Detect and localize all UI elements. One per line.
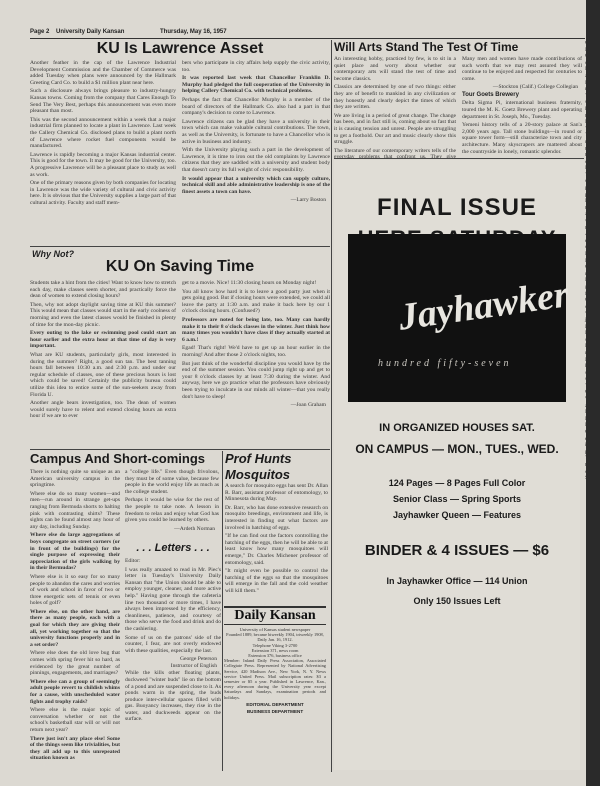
campus-para: Perhaps it would be wise for the rest of the people to take note. A lesson in freedom to relax and enjoy what God has given you could be learned by others. (125, 497, 219, 524)
masthead-title: Daily Kansan (224, 606, 326, 625)
arts-para: The literature of our contemporary writers tells of the (334, 147, 456, 154)
will-arts-headline: Will Arts Stand The Test Of Time (334, 40, 519, 54)
campus-para: a "college life." Even though frivolous, they must be of some value, because few people in the world enjoy life as much as the college student. (125, 469, 219, 495)
lawrence-para: It was reported last week that Chancellor Franklin D. Murphy had pledged the full cooperation of the University in helping Callery Chemical Co. with technical problems. (182, 75, 330, 95)
yemen-para: Yemeni history tells of a 20-story palace at San'a 2,000 years ago. Tall stone buildings—in round or square tower form—still characterize town and city architecture. Many skyscrapers are mattered about the countryside in lonely, romantic splendor. (462, 122, 582, 155)
prof-para: "If he can find out the factors controlling the hatching of the eggs, then he will be able to at least know how many mosquitoes will emerge," Dr. Charles Michener professor of entomology, said. (225, 533, 328, 566)
ad-on-campus: ON CAMPUS — MON., TUES., WED. (355, 442, 559, 456)
ad-queen: Jayhawker Queen — Features (392, 510, 522, 520)
campus-para: Where else is it so easy for so many people to abandon the cares and worries of work and school in favor of two or three energetic sets of tennis or even holes of golf? (30, 573, 120, 607)
campus-col-2 (125, 469, 219, 533)
letter-para: Editor: (125, 558, 141, 564)
campus-headline: Campus And Short-comings (30, 451, 206, 466)
saving-para: You all know how hard it is to leave a good party just when it gets going good. But if closing hours were extended, we could all leave the party at 1:30 a.m. and make it back here by our 1 o'clock closing hours. (Confused?) (182, 288, 330, 315)
letter-signature-title: Instructor of English (170, 663, 217, 670)
lawrence-para: It would appear that a university which can supply culture, technical skill and able administrative leadership is one of the finest assets a town can have. (182, 175, 330, 195)
lawrence-para: bers who participate in city affairs help supply the civic activity, too. (182, 60, 330, 73)
saving-para: Another angle bears investigation, too. The dean of women would surely have to relent and extend closing hours an extra hour if we are to ever (30, 400, 176, 420)
letter-para: Some of us on the patrons' side of the counter, I fear, are not overly endowed with these qualities, especially the last. (125, 634, 221, 654)
prof-para: Dr. Barr, who has done extensive research on mosquito breedings, environment and life, is interested in finding out what factors are involved in hatching of eggs. (225, 504, 328, 531)
saving-signature: —Joan Graham (290, 402, 326, 409)
duckweed-para: While the kills other floating plants, duckweed "winter buds" lie on the bottom of a pond and are suspended close to it. As ponds warm in the spring, the buds produce inter-cellular spaces filled with gas. Buoyancy increases, they rise in the water, and duckweeds appear on the surface. (125, 670, 221, 723)
letter-para: I was really amazed to read in Mr. Piec's letter in Tuesday's University Daily Kansan that "the Union should be able to employ younger, cleaner, and more active help." Having gone through the cafeteria line two thousand or more times, I have always been impressed by the efficiency, cleanliness, patience, and courtesy of those who serve the food and drink and do the cashiering. (125, 566, 221, 632)
ad-senior: Senior Class — Spring Sports (392, 494, 522, 504)
lawrence-para: Lawrence is rapidly becoming a major Kansas industrial center. This is good for the town. It may be good for the University, too. A progressive Lawrence will be a pleasant place to study as well as work. (30, 151, 176, 178)
prof-hunts-article (225, 451, 328, 606)
ad-organized-houses: IN ORGANIZED HOUSES SAT. (379, 422, 535, 434)
jayhawker-cover-photo (348, 234, 572, 402)
lawrence-para: Another feather in the cap of the Lawrence Industrial Development Commission and the Chamber of Commerce was added Tuesday when plans were announced by the Hallmark Greeting Card Co. to build a $1 million plant near here. (30, 60, 176, 86)
lawrence-para: One of the primary reasons given by both companies for locating in Lawrence was the wide variety of cultural and civic activity here. It is obvious that the University supplies a large part of that cultural activity. Faculty and staff mem- (30, 180, 176, 206)
saving-para: get to a movie. Nice! 11:30 closing hours on Monday night! (182, 280, 317, 286)
arts-para: An interesting hobby, practiced by few, is to sit in a quiet place and worry about whether our contemporary arts will stand the test of time and become classics. (334, 56, 456, 82)
jayhawker-logo-text: Jayhawker (395, 273, 572, 339)
lawrence-signature: —Larry Boston (290, 197, 326, 204)
prof-hunts-headline: Prof Hunts Mosquitos (225, 451, 292, 482)
campus-signature: —Ardeth Norman (174, 525, 215, 532)
arts-para: We are living in a period of great change. The change has been, and in fact still is, coming about so fast that it is causing tension and unrest. People are struggling to get a foothold. Our art and music clearly show this struggle. (334, 112, 456, 146)
campus-para: Where else do large aggregations of boys congregate on street corners (or in front of the buildings) for the single purpose of expressing their appreciation of the girls walking by in their Bermudas? (30, 532, 120, 572)
divider (331, 40, 332, 772)
photo-caption: hundred fifty-seven (378, 358, 512, 369)
prof-para: "It might even be possible to control the hatching of the eggs so that the mosquitoes will emerge in the fall and the cold weather will kill them." (225, 568, 328, 594)
campus-para: Where else, on the other hand, are there as many people, each with a goal for which they are giving their all, yet working together so that the university functions properly and in a set order? (30, 608, 120, 648)
page-number: Page 2 (30, 29, 50, 35)
lawrence-asset-article (30, 40, 330, 245)
ad-pages: 124 Pages — 8 Pages Full Color (388, 478, 526, 488)
paper-name: University Daily Kansan (56, 29, 125, 35)
campus-col-1 (30, 469, 120, 764)
will-arts-article (334, 40, 584, 158)
arts-para: Many men and women have made contributions of such worth that we may rest assured they will continue to be enjoyed and respected for centuries to come. (462, 56, 582, 82)
masthead-line: Telephone Viking 3-2700 (252, 642, 298, 648)
prof-para: A search for mosquito eggs has sent Dr. Allan R. Barr, assistant professor of entomology, to Minnesota during May. (225, 483, 328, 503)
arts-signature: —Stockton (Calif.) College Collegian (492, 84, 578, 91)
ad-final-issue: FINAL ISSUE (377, 194, 537, 221)
masthead-line: University of Kansas student newspaper (239, 627, 311, 632)
masthead (224, 606, 326, 771)
letters-section (125, 540, 221, 772)
ad-binder: BINDER & 4 ISSUES — $6 (364, 542, 550, 559)
campus-para: Where else does the old love bug that comes with spring fever hit so hard, as evidenced by the great number of pinnings, engagements, and marriages? (30, 650, 120, 677)
lawrence-col-1 (30, 60, 176, 208)
ad-office: In Jayhawker Office — 114 Union (386, 576, 528, 586)
letters-headline: . . . Letters . . . (136, 542, 210, 554)
lawrence-para: This was the second announcement within a week that a major industrial firm planned to locate a plant in Lawrence. Last week the Callery Chemical Co. disclosed plans to build a plant north of Lawrence where rocket fuel components would be manufactured. (30, 116, 176, 150)
business-dept: BUSINESS DEPARTMENT (246, 708, 304, 714)
masthead-line: Extension 376, business office (248, 653, 302, 659)
arts-para: Classics are determined by one of two things: either they are of benefit to mankind in any civilization or they honestly and clearly depict the times of which they are written. (334, 84, 456, 111)
page-header (30, 28, 585, 39)
divider (222, 451, 223, 771)
letter-signature-name: George Peterson (179, 656, 217, 663)
lawrence-col-2 (182, 60, 330, 204)
arts-col-2 (462, 56, 582, 157)
saving-col-2 (182, 280, 330, 409)
saving-para: Every outing to the lake or swimming pool could start an hour earlier and the extra hour at that time of day is very important. (30, 330, 176, 350)
saving-para: Professors are noted for being late, too. Many can hardly make it to their 8 o'clock classes in the winter. Just think how many times you wouldn't have class if they actually started at 6 a.m.! (182, 316, 330, 343)
divider (30, 449, 330, 450)
lawrence-para: Lawrence citizens can be glad they have a university in their town which can make valuable cultural contributions. The town, as well as the University, is fortunate to have a Chancellor who is active in business and industry. (182, 118, 330, 145)
saving-time-article (30, 258, 330, 448)
ad-only: Only 150 Issues Left (413, 596, 501, 606)
campus-para: There is nothing quite so unique as an American university campus in the springtime. (30, 469, 120, 489)
campus-para: Where else is the major topic of conversation whether or not the school's basketball star will or will not return next year? (30, 707, 120, 733)
lawrence-para: With the University playing such a part in the development of Lawrence, it is time to iron out the old complaints by Lawrence citizens that they are saddled with a university and student body that doesn't carry its full weight of civic responsibility. (182, 147, 330, 173)
why-not-label: Why Not? (32, 249, 74, 259)
divider (30, 246, 330, 247)
tour-subhead: Tour Goets Brewery (462, 92, 519, 99)
editorial-dept: EDITORIAL DEPARTMENT (246, 701, 304, 707)
campus-para: Where else can a group of seemingly adult people revert to childish whims for a cause, with unscheduled water fights and trophy raids? (30, 678, 120, 705)
saving-para: Students take a hint from the cities! Want to know how to stretch each day, make classes seem shorter, and practically force the dean of women to extend closing hours? (30, 280, 176, 300)
tour-para: Delta Sigma Pi, international business fraternity, toured the M. K. Goetz Brewery plant and operating department in St. Joseph, Mo., Tuesday. (462, 100, 582, 120)
saving-time-headline: KU On Saving Time (105, 258, 255, 275)
masthead-line: Extension 371, news room (251, 647, 299, 653)
campus-para: There just isn't any place else! Some of the things seem like trivialities, but they all add up to this unrepeated situation known as (30, 735, 120, 762)
lawrence-asset-headline: KU Is Lawrence Asset (96, 40, 264, 57)
saving-para: But just think of the wonderful discipline you would have by the end of the summer session. You could jump right up and get to your 8 o'clock classes by at least 7:30 during the winter. And anyway, here we go practice what the professors have obviously been trying to inculcate in our minds all winter—that you really don't have to sleep! (182, 360, 330, 400)
jayhawker-ad (334, 160, 580, 770)
lawrence-para: Perhaps the fact that Chancellor Murphy is a member of the board of directors of the Hallmark Co. also had a part in that company's decision to come to Lawrence. (182, 96, 330, 117)
saving-para: What are KU students, particularly girls, most interested in during the summer? Right, a good sun tan. The best tanning hours fall between 10:30 a.m. and 2:30 p.m. and under our regular schedule of classes, one of these precious hours is lost which could be saved! Certainly the publicity bureau could utilize this idea to entice some of the sun-seekers away from Florida U. (30, 351, 176, 398)
saving-para: Then, why not adopt daylight saving time at KU this summer? This would mean that classes would start in the early coolness of morning and even the latest classes would be finished in plenty of time for the mon-day picnic. (30, 301, 176, 328)
page-edge (586, 0, 600, 786)
issue-date: Thursday, May 16, 1957 (160, 29, 227, 35)
divider (334, 158, 584, 159)
masthead-line: Founded 1889, became biweekly 1904, triweekly 1908, Daily Jan. 16, 1912. (226, 632, 324, 643)
campus-para: Where else do so many women—and men—run around in strange get-ups ranging from Bermuda shorts to halting pink with contrasting shirts? These sights can be found almost any hour of any day, including Sunday. (30, 490, 120, 530)
saving-para: Egad! That's right! We'd have to get up an hour earlier in the morning! And after those 2 o'clock nights, too. (182, 345, 330, 358)
masthead-line: Member: Inland Daily Press Association, Associated Collegiate Press. Represented by National Advertising Service, 420 Madison Ave., New York, N. Y. News service United Press. Mail subscription rates: $3 a semester or $5 a year. Published in Lawrence, Kan., every afternoon during the University year except Saturdays and Sundays, examination periods and holidays. (224, 658, 326, 700)
lawrence-para: Such a disclosure always brings pleasure to industry-hungry Kansas towns. Coming from the company that Cares Enough To Send The Very Best, perhaps this announcement was even more pleasant than most. (30, 88, 176, 115)
saving-col-1 (30, 280, 176, 422)
